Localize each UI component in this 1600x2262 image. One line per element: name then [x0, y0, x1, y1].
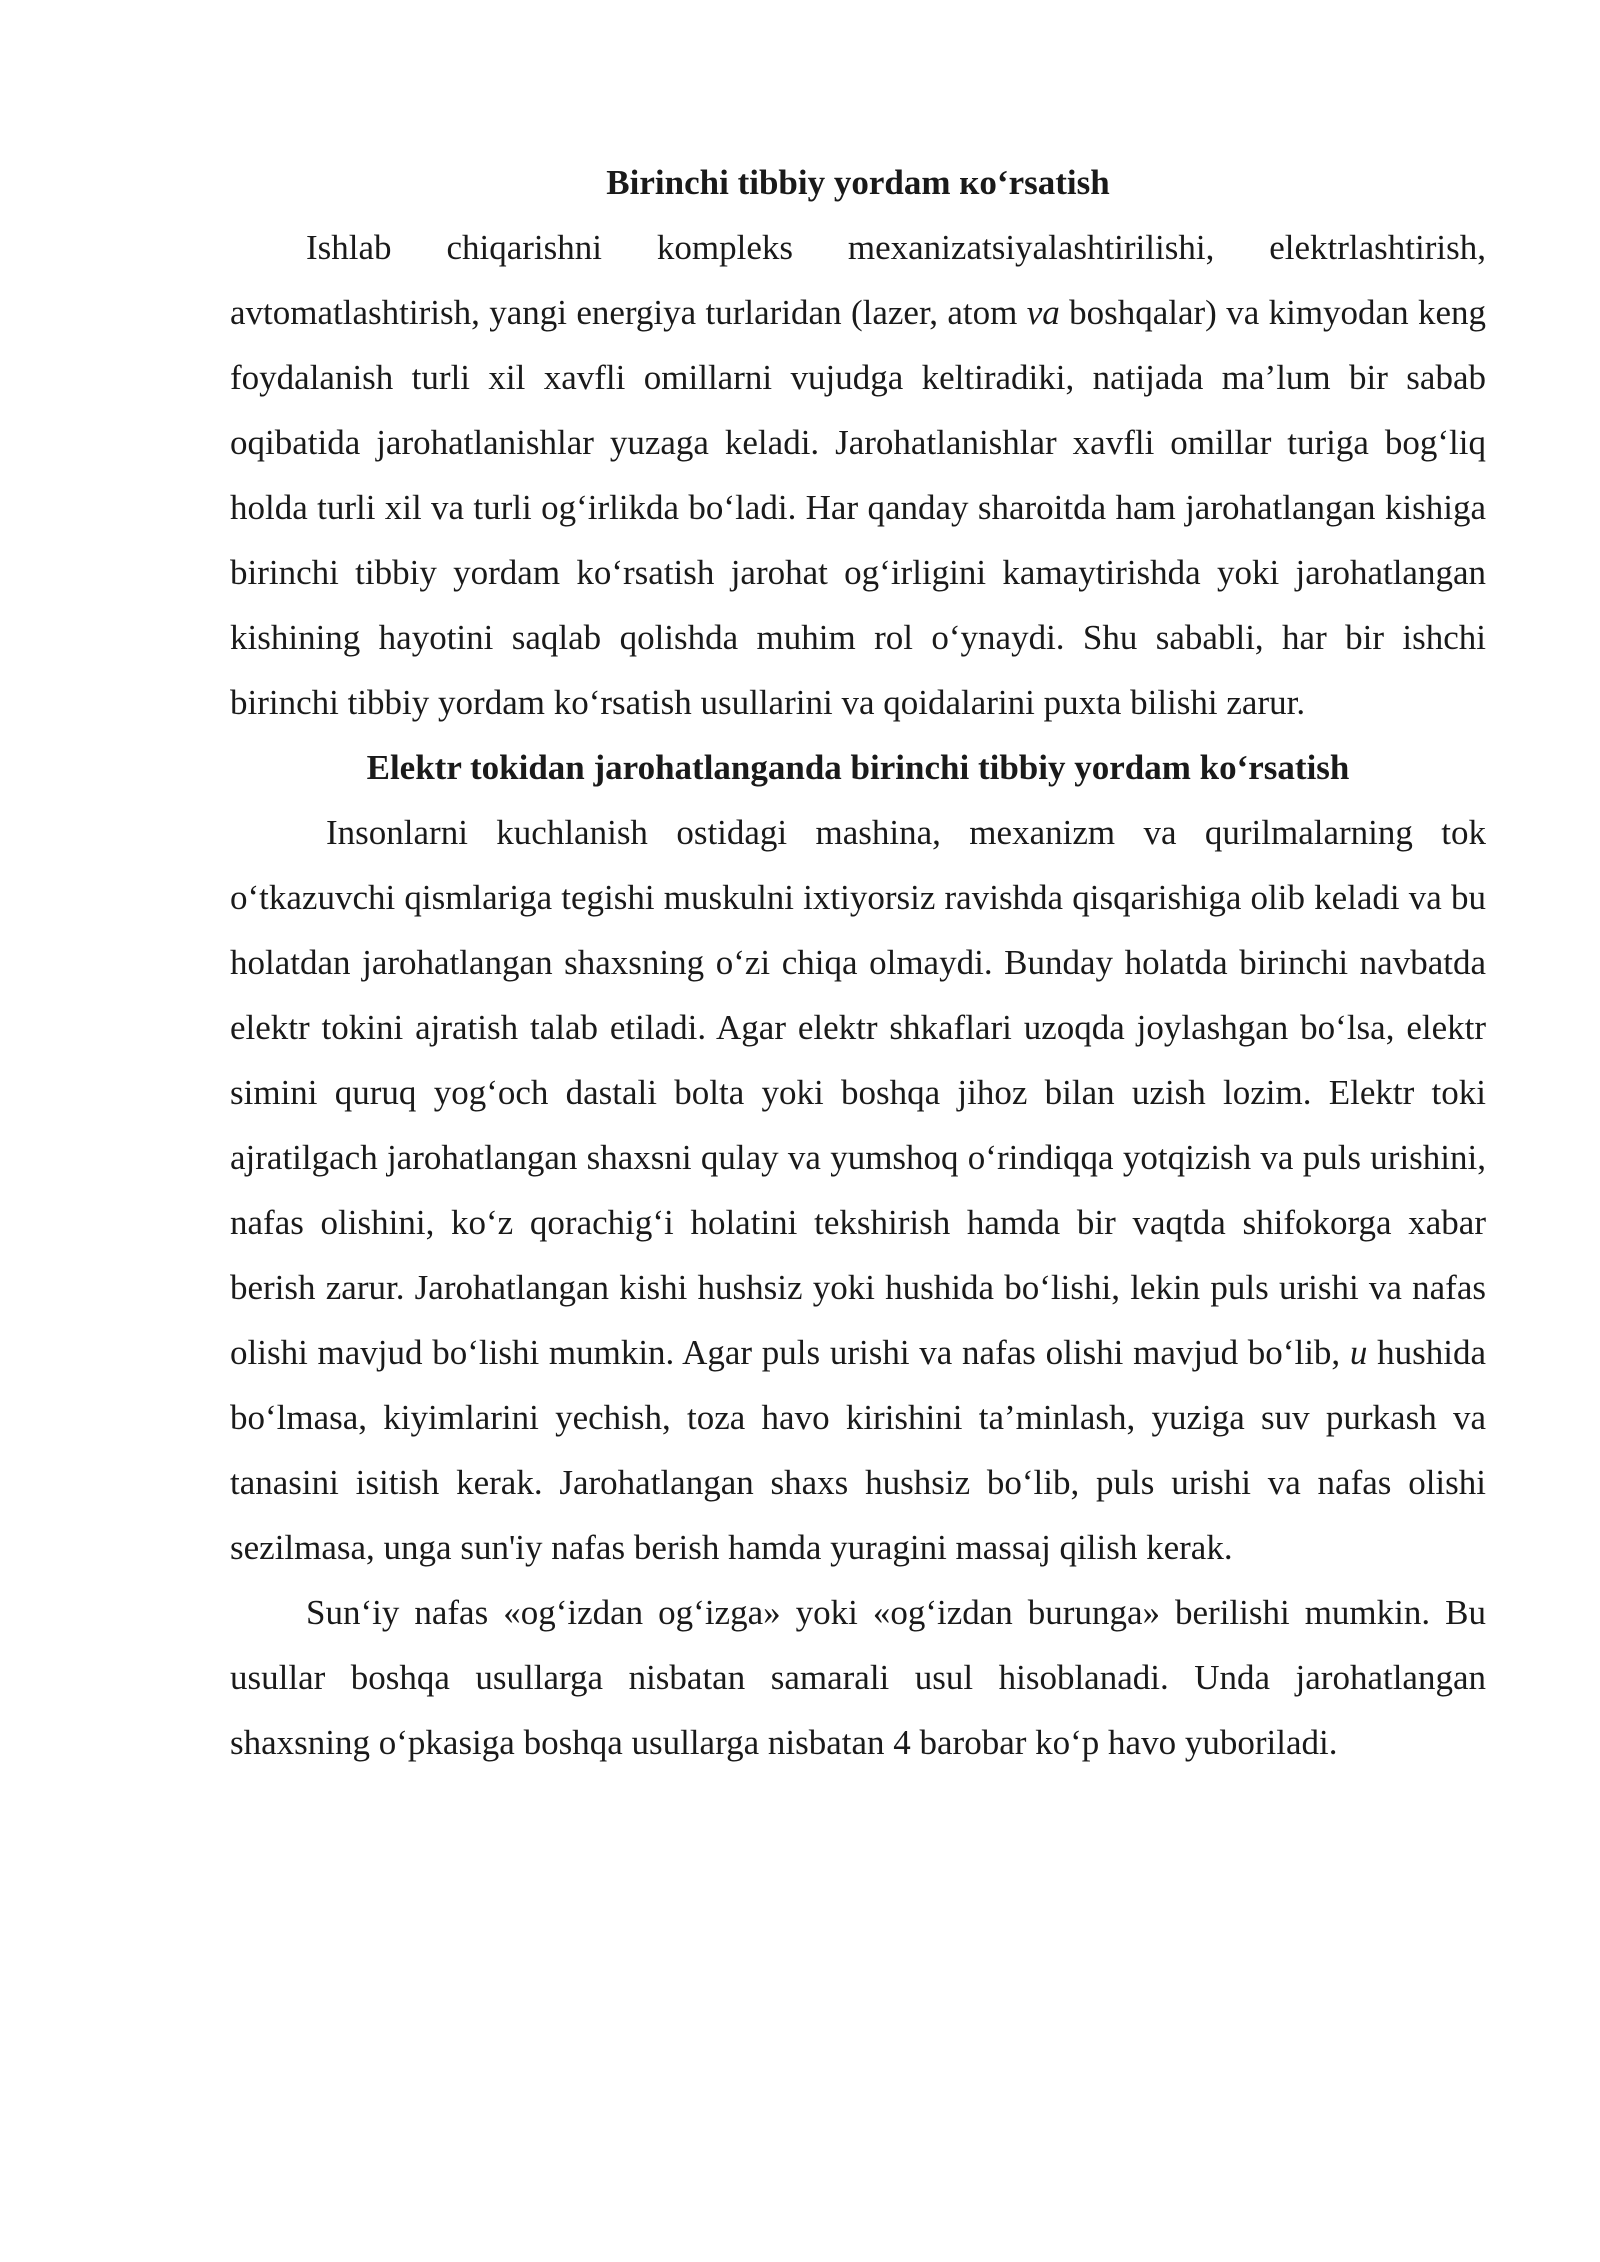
section-subtitle: Elektr tokidan jarohatlanganda birinchi tibbiy yordam ko‘rsatish	[366, 748, 1350, 787]
paragraph-electric-shock-italic: u	[1349, 1333, 1368, 1372]
paragraph-intro-text-b: boshqalar) va kimyodan keng foydalanish turli xil xavfli omillarni vujudga keltiradiki, natijada ma’lum bir sabab oqibatida jarohatlanishlar yuzaga keladi. Jarohatlanishlar xavfli omillar turiga bog‘liq holda turli xil va turli og‘irlikda bo‘ladi. Har qanday sharoitda ham jarohatlangan kishiga birinchi tibbiy yordam ko‘rsatish jarohat og‘irligini kamaytirishda yoki jarohatlangan kishining hayotini saqlab qolishda muhim rol o‘ynaydi. Shu sababli, har bir ishchi birinchi tibbiy yordam ko‘rsatish usullarini va qoidalarini puxta bilishi zarur.	[230, 293, 1486, 722]
document-title: Birinchi tibbiy yordam кo‘rsatish	[606, 163, 1110, 202]
paragraph-intro-italic: va	[1026, 293, 1060, 332]
paragraph-intro	[230, 215, 1486, 735]
paragraph-intro-text-a: Ishlab chiqarishni kompleks mexanizatsiyalashtirilishi, elektrlashtirish, avtomatlashtirish, yangi energiya turlaridan (lazer, atom	[230, 228, 1486, 332]
document-page	[230, 150, 1486, 1775]
paragraph-electric-shock	[230, 800, 1486, 1580]
paragraph-electric-shock-text-b: hushida bo‘lmasa, kiyimlarini yechish, toza havo kirishini ta’minlash, yuziga suv purkash va tanasini isitish kerak. Jarohatlangan shaxs hushsiz bo‘lib, puls urishi va nafas olishi sezilmasa, unga sun'iy nafas berish hamda yuragini massaj qilish kerak.	[230, 1333, 1486, 1567]
paragraph-electric-shock-text-a: Insonlarni kuchlanish ostidagi mashina, mexanizm va qurilmalarning tok o‘tkazuvchi qismlariga tegishi muskulni ixtiyorsiz ravishda qisqarishiga olib keladi va bu holatdan jarohatlangan shaxsning o‘zi chiqa olmaydi. Bunday holatda birinchi navbatda elektr tokini ajratish talab etiladi. Agar elektr shkaflari uzoqda joylashgan bo‘lsa, elektr simini quruq yog‘och dastali bolta yoki boshqa jihoz bilan uzish lozim. Elektr toki ajratilgach jarohatlangan shaxsni qulay va yumshoq o‘rindiqqa yotqizish va puls urishini, nafas olishini, ko‘z qorachig‘i holatini tekshirish hamda bir vaqtda shifokorga xabar berish zarur. Jarohatlangan kishi hushsiz yoki hushida bo‘lishi, lekin puls urishi va nafas olishi mavjud bo‘lishi mumkin. Agar puls urishi va nafas olishi mavjud bo‘lib,	[230, 813, 1486, 1372]
paragraph-artificial-respiration: Sun‘iy nafas «og‘izdan og‘izga» yoki «og‘izdan burunga» berilishi mumkin. Bu usullar boshqa usullarga nisbatan samarali usul hisoblanadi. Unda jarohatlangan shaxsning o‘pkasiga boshqa usullarga nisbatan 4 barobar ko‘p havo yuboriladi.	[230, 1593, 1486, 1762]
